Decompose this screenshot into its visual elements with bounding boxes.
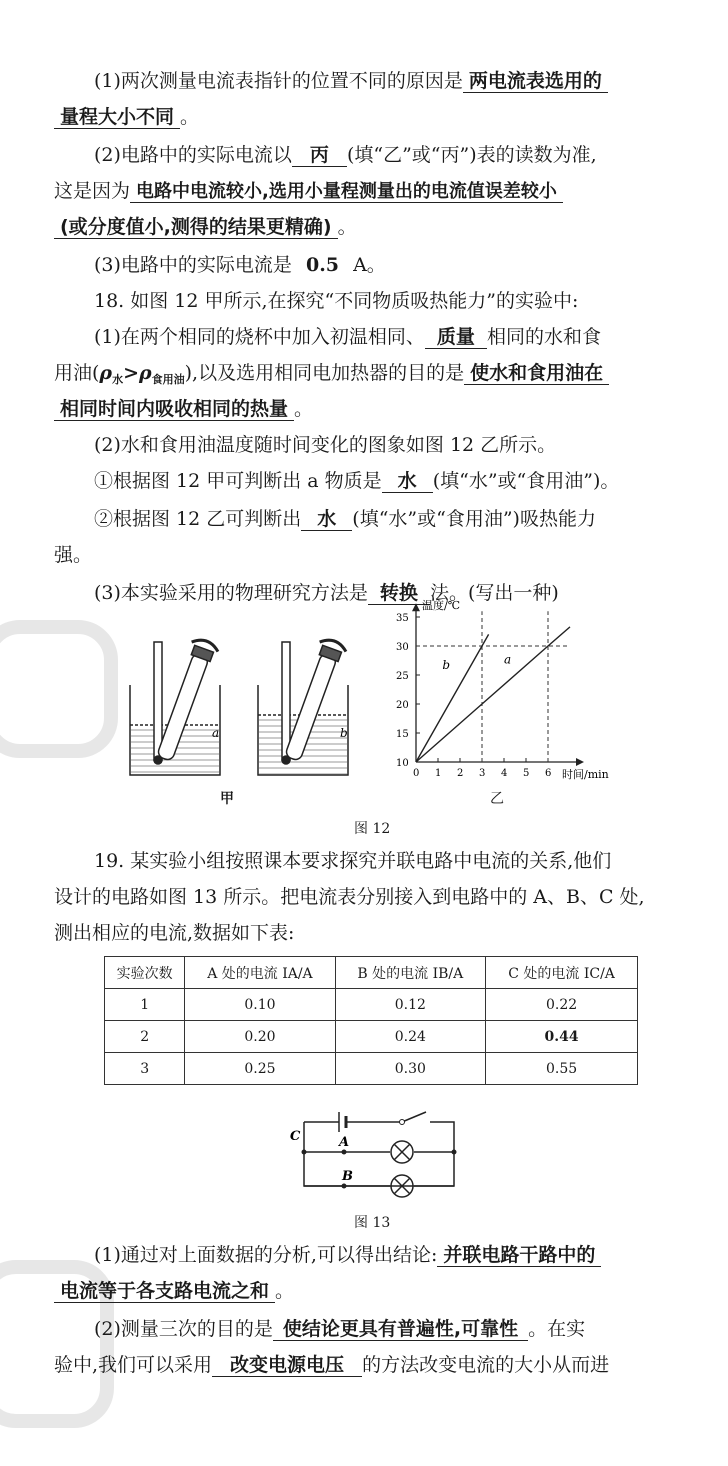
q17-line6	[94, 252, 690, 278]
q18-c1-text-b: (填“水”或“食用油”)。	[432, 470, 620, 492]
q18-p1-answer3: 相同时间内吸收相同的热量	[54, 398, 294, 421]
beaker-b	[258, 636, 348, 775]
x-tick-label: 2	[457, 768, 464, 779]
table-header: 实验次数	[105, 957, 185, 989]
table-cell: 0.44	[486, 1021, 638, 1053]
q19-intro1: 19. 某实验小组按照课本要求探究并联电路中电流的关系,他们	[94, 850, 612, 872]
q17-p2-answer: 丙	[292, 144, 347, 167]
q17-line3	[94, 142, 690, 168]
y-axis-label: 温度/℃	[422, 599, 461, 613]
table-cell: 0.22	[486, 989, 638, 1021]
q19-p1-text: (1)通过对上面数据的分析,可以得出结论:	[94, 1244, 438, 1266]
y-tick-label: 35	[396, 613, 409, 624]
q17-p1-answer-cont: 量程大小不同	[54, 106, 180, 129]
fig12-caption: 图 12	[354, 821, 391, 837]
y-tick-label: 10	[396, 758, 409, 769]
x-tick-label: 5	[523, 768, 530, 779]
fig13-caption: 图 13	[354, 1215, 391, 1231]
label-a: a	[212, 726, 220, 740]
q19-line3	[94, 1316, 690, 1342]
current-table	[104, 956, 638, 1085]
q18-p1-answer2: 使水和食用油在	[464, 362, 609, 385]
watermark-top	[0, 620, 118, 758]
q18-p3	[94, 580, 690, 606]
table-cell: 3	[105, 1053, 185, 1085]
q18-p2: (2)水和食用油温度随时间变化的图象如图 12 乙所示。	[94, 434, 557, 456]
q19-line1	[94, 1242, 690, 1268]
table-row	[105, 1053, 638, 1085]
q17-p1-answer: 两电流表选用的	[463, 70, 608, 93]
q18-p3-text-b: 法。(写出一种)	[429, 582, 559, 604]
x-tick-label: 4	[501, 768, 508, 779]
q19-p2-text: (2)测量三次的目的是	[94, 1318, 273, 1340]
q17-p3-unit: A。	[353, 254, 386, 276]
q17-p2-end: 。	[337, 216, 357, 238]
series-line-a	[416, 627, 570, 762]
table-header: C 处的电流 IC/A	[486, 957, 638, 989]
q19-intro2: 设计的电路如图 13 所示。把电流表分别接入到电路中的 A、B、C 处,	[54, 886, 645, 908]
table-cell: 0.20	[185, 1021, 335, 1053]
fig-yi-label: 乙	[490, 791, 504, 807]
q18-c2-text-b: (填“水”或“食用油”)吸热能力	[352, 508, 596, 530]
q18-p1-text-d: ),以及选用相同电加热器的目的是	[184, 362, 465, 384]
q18-c1-text: ①根据图 12 甲可判断出 a 物质是	[94, 470, 382, 492]
x-tick-label: 0	[413, 768, 420, 779]
x-tick-label: 6	[545, 768, 552, 779]
fig-jia-label: 甲	[220, 791, 234, 807]
q17-line5	[54, 214, 690, 240]
circuit-label-c: C	[290, 1129, 301, 1144]
q18-p1-text: (1)在两个相同的烧杯中加入初温相同、	[94, 326, 425, 348]
switch-blade	[402, 1112, 426, 1122]
y-tick-label: 15	[396, 729, 409, 740]
q17-p2-text-c: 这是因为	[54, 180, 131, 202]
q18-c1	[94, 468, 690, 494]
q18-intro: 18. 如图 12 甲所示,在探究“不同物质吸热能力”的实验中:	[94, 290, 579, 312]
q19-p1-end: 。	[275, 1280, 295, 1302]
x-tick-label: 1	[435, 768, 442, 779]
q17-p1-text: (1)两次测量电流表指针的位置不同的原因是	[94, 70, 463, 92]
rho-sub-oil: 食用油	[151, 373, 185, 386]
q18-p3-text: (3)本实验采用的物理研究方法是	[94, 582, 368, 604]
q17-p3-answer: 0.5	[305, 254, 340, 276]
q18-p1-text-c: 用油(	[54, 362, 100, 384]
table-row	[105, 1021, 638, 1053]
q18-c2-answer: 水	[301, 508, 352, 531]
series-label-b: b	[442, 658, 451, 673]
q19-p2-text-c: 验中,我们可以采用	[54, 1354, 213, 1376]
greater-than: >	[123, 362, 139, 384]
beaker-a	[130, 636, 220, 775]
table-cell: 0.10	[185, 989, 335, 1021]
q18-c2-text: ②根据图 12 乙可判断出	[94, 508, 302, 530]
q18-p1-end: 。	[294, 398, 314, 420]
q17-line1	[94, 68, 690, 94]
table-cell: 0.25	[185, 1053, 335, 1085]
circuit-label-b: B	[342, 1169, 353, 1184]
q17-line2	[54, 104, 690, 130]
series-line-b	[416, 634, 489, 762]
y-tick-label: 30	[396, 642, 409, 653]
q18-c2	[94, 506, 690, 532]
q18-line2	[54, 360, 690, 393]
table-cell: 2	[105, 1021, 185, 1053]
q19-line4	[54, 1352, 690, 1378]
circuit-diagram	[284, 1100, 474, 1210]
x-axis-arrow	[576, 758, 584, 766]
rho-symbol: ρ	[99, 362, 113, 384]
q17-p2-answer2: 电路中电流较小,选用小量程测量出的电流值误差较小	[130, 181, 563, 203]
q19-p1-answer-cont: 电流等于各支路电流之和	[54, 1280, 275, 1303]
q18-p1-answer: 质量	[425, 326, 487, 349]
table-cell: 0.12	[335, 989, 486, 1021]
y-tick-label: 25	[396, 671, 409, 682]
q18-p1-text-b: 相同的水和食	[486, 326, 601, 348]
q18-line1	[94, 324, 690, 350]
q17-p2-answer3: (或分度值小,测得的结果更精确)	[54, 216, 338, 239]
q19-p2-answer2: 改变电源电压	[212, 1354, 362, 1377]
q19-p2-answer: 使结论更具有普遍性,可靠性	[273, 1318, 528, 1341]
q17-p2-text: (2)电路中的实际电流以	[94, 144, 292, 166]
q17-p1-end: 。	[180, 106, 200, 128]
table-header: B 处的电流 IB/A	[335, 957, 486, 989]
table-cell: 0.24	[335, 1021, 486, 1053]
q18-p3-answer: 转换	[368, 582, 430, 605]
x-tick-label: 3	[479, 768, 486, 779]
q17-p3-text: (3)电路中的实际电流是	[94, 254, 292, 276]
q19-intro3: 测出相应的电流,数据如下表:	[54, 922, 295, 944]
rho-symbol-2: ρ	[138, 362, 152, 384]
beaker-figure	[120, 640, 360, 790]
table-header-row	[105, 957, 638, 989]
series-label-a: a	[504, 652, 512, 667]
y-tick-label: 20	[396, 700, 409, 711]
q19-p1-answer: 并联电路干路中的	[437, 1244, 601, 1267]
q19-p2-text-b: 。在实	[528, 1318, 586, 1340]
q18-c2-end: 强。	[54, 544, 93, 566]
rho-sub-water: 水	[112, 373, 124, 386]
table-header: A 处的电流 IA/A	[185, 957, 335, 989]
table-row	[105, 989, 638, 1021]
table-cell: 0.30	[335, 1053, 486, 1085]
q19-p2-text-d: 的方法改变电流的大小从而进	[362, 1354, 610, 1376]
x-axis-label: 时间/min	[562, 768, 609, 781]
q18-c1-answer: 水	[382, 470, 433, 493]
table-cell: 0.55	[486, 1053, 638, 1085]
q18-line3	[54, 396, 690, 422]
table-cell: 1	[105, 989, 185, 1021]
label-b: b	[340, 726, 348, 740]
q17-p2-text-b: (填“乙”或“丙”)表的读数为准,	[346, 144, 597, 166]
q19-line2	[54, 1278, 690, 1304]
temperature-chart	[380, 599, 680, 792]
q17-line4	[54, 178, 690, 205]
circuit-label-a: A	[339, 1135, 350, 1150]
